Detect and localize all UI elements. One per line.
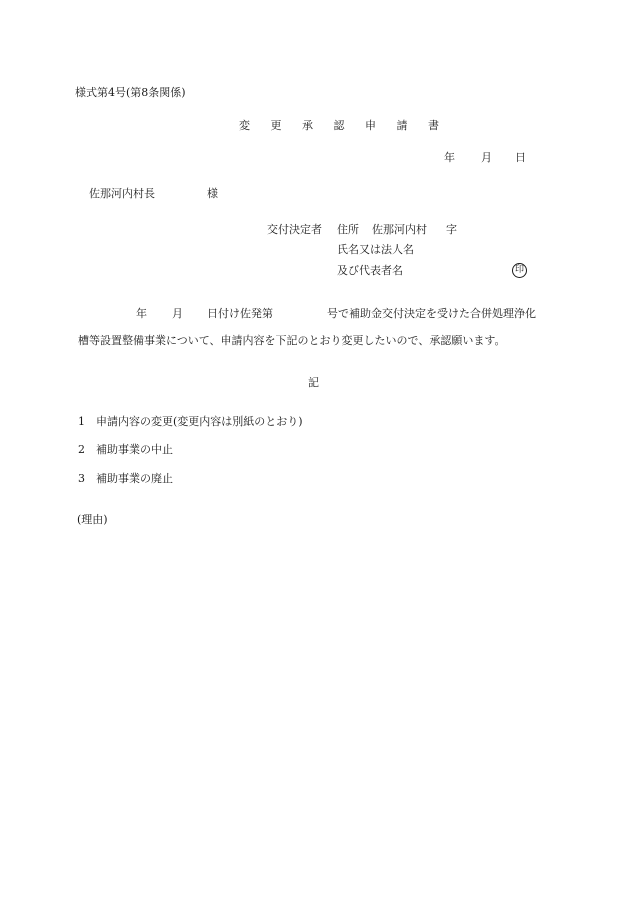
- aza-label: 字: [446, 223, 457, 236]
- name-label: 氏名又は法人名: [337, 243, 414, 256]
- document-title: 変 更 承 認 申 請 書: [239, 119, 448, 132]
- seal-icon: 印: [512, 263, 527, 278]
- list-item: 補助事業の廃止: [96, 472, 173, 485]
- addressee-name: 佐那河内村長: [89, 187, 155, 200]
- body-dated-ref: 日付け佐発第: [207, 307, 273, 320]
- list-item: 申請内容の変更(変更内容は別紙のとおり): [96, 415, 303, 428]
- form-number: 様式第4号(第8条関係): [75, 86, 186, 99]
- ki-heading: 記: [308, 376, 319, 389]
- applicant-role-label: 交付決定者: [267, 223, 322, 236]
- list-item-number: 1: [78, 415, 85, 428]
- reason-label: (理由): [77, 513, 108, 526]
- list-item-number: 3: [78, 472, 85, 485]
- date-month-label: 月: [481, 151, 492, 164]
- address-value: 佐那河内村: [372, 223, 427, 236]
- address-label: 住所: [337, 223, 359, 236]
- body-line1-tail: 号で補助金交付決定を受けた合併処理浄化: [327, 307, 536, 320]
- seal-mark: [512, 263, 527, 278]
- addressee-honorific: 様: [207, 187, 218, 200]
- date-year-label: 年: [444, 151, 455, 164]
- representative-label: 及び代表者名: [337, 264, 403, 277]
- body-line2: 槽等設置整備事業について、申請内容を下記のとおり変更したいので、承認願います。: [78, 334, 506, 347]
- list-item: 補助事業の中止: [96, 443, 173, 456]
- body-year-label: 年: [136, 307, 147, 320]
- list-item-number: 2: [78, 443, 85, 456]
- body-month-label: 月: [172, 307, 183, 320]
- date-day-label: 日: [515, 151, 526, 164]
